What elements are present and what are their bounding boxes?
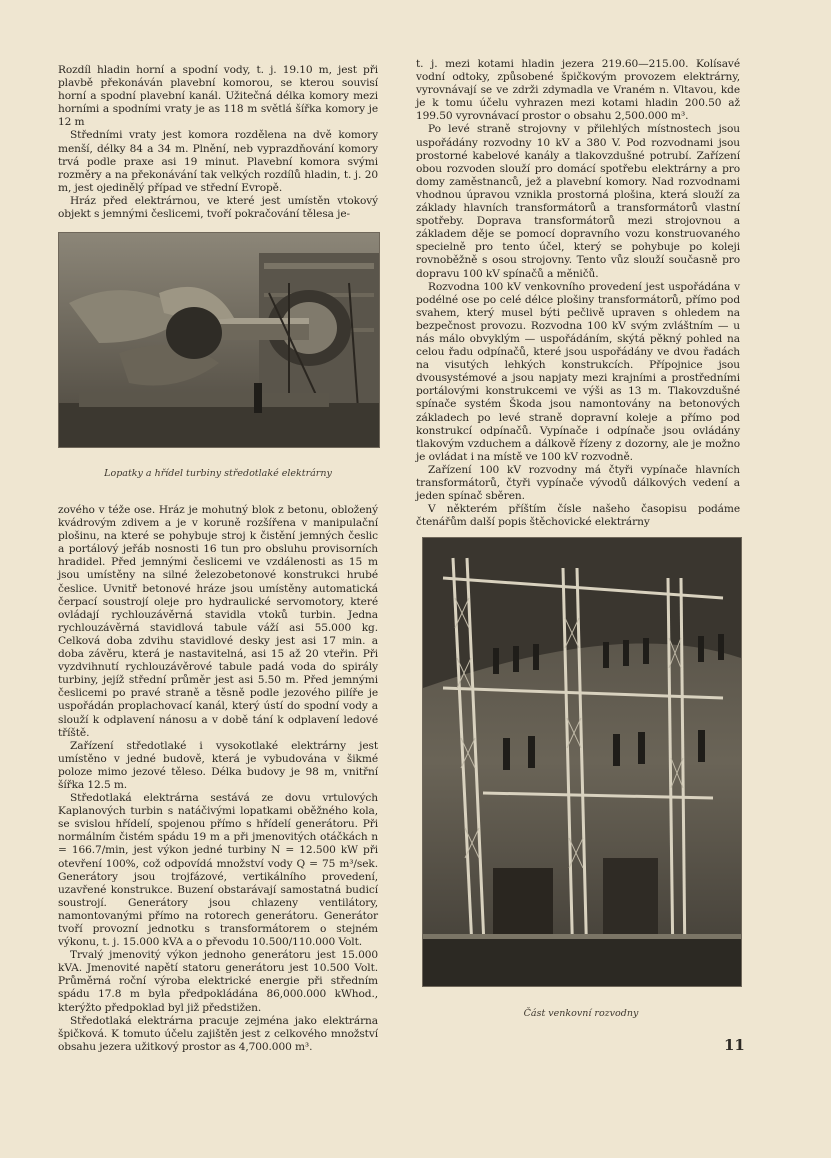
paragraph: Po levé straně strojovny v přilehlých místnostech jsou uspořádány rozvodny 10 kV a 380 V. Pod rozvodnami jsou prostorné kabelové kanály a tlakovzdušné potrubí. Zařízení obou rozvoden slouží pro domácí spotřebu elektrárny a pro domy zaměstnanců, jež a plavební komory. Nad rozvodnami vhodnou úpravou vznikla prostorná plošina, která slouží za základy hlavních transformátorů a transformátorů vlastní spotřeby. Doprava transformátorů mezi strojovnou a základem děje se pomocí dopravního vozu konstruovaného specielně pro tento účel, který se pohybuje po koleji rovnoběžně s osou strojovny. Tento vůz slouží současně pro dopravu 100 kV spínačů a měničů. xyxy=(416,123,740,280)
switchyard-image xyxy=(423,538,741,986)
paragraph: Středotlaká elektrárna sestává ze dovu vrtulových Kaplanových turbin s natáčivými lopatkami oběžného kola, se svislou hřídelí, spojenou přímo s hřídelí generátoru. Při normálním čistém spádu 19 m a při jmenovitých otáčkách n = 166.7/min, jest výkon jedné turbiny N = 12.500 kW při otevření 100%, což odpovídá množství vody Q = 75 m³/sek. Generátory jsou trojfázové, vertikálního provedení, uzavřené konstrukce. Buzení obstarávají samostatná budicí soustrojí. Generátory jsou chlazeny ventilátory, namontovanými přímo na rotorech generátoru. Generátor tvoří provozní jednotku s transformátorem o stejném výkonu, t. j. 15.000 kVA a o převodu 10.500/110.000 Volt. xyxy=(58,792,378,949)
left-column-top-text xyxy=(58,64,378,221)
left-column-bottom-text xyxy=(58,504,378,1054)
paragraph: zového v téže ose. Hráz je mohutný blok z betonu, obložený kvádrovým zdivem a je v koruně rozšířena v manipulační plošinu, na které se pohybuje stroj k čistění jemných česlic a portálový jeřáb nosnosti 16 tun pro obsluhu provisorních hradidel. Před jemnými česlicemi ve vzdálenosti as 15 m jsou umístěny na silné železobetonové konstrukci hrubé česlice. Uvnitř betonové hráze jsou umístěny automatická čerpací soustrojí oleje pro hydraulické servomotory, které ovládají rychlouzávěrná stavidla vtoků turbin. Jedna rychlouzávěrná stavidlová tabule váží asi 55.000 kg. Celková doba zdvihu stavidlové desky jest asi 17 min. a doba závěru, která je nastavitelná, asi 15 až 20 vteřin. Při vyzdvihnutí rychlouzávěrové tabule padá voda do spirály turbiny, jejíž střední průměr jest asi 5.50 m. Před jemnými česlicemi po pravé straně a těsně podle jezového pilíře je uspořádán proplachovací kanál, který ústí do spodní vody a slouží k odplavení nánosu a v době tání k odplavení ledové tříště. xyxy=(58,504,378,739)
paragraph: Rozvodna 100 kV venkovního provedení jest uspořádána v podélné ose po celé délce plošiny transformátorů, přímo pod svahem, který musel býti pečlivě upraven s ohledem na bezpečnost provozu. Rozvodna 100 kV svým zvláštním — u nás málo obvyklým — uspořádáním, skýtá pěkný pohled na celou řadu odpínačů, které jsou uspořádány ve dvou řadách na visutých lehkých konstrukcích. Přípojnice jsou dvousystémové a jsou napjaty mezi krajními a prostředními portálovými konstrukcemi ve výši as 13 m. Tlakovzdušné spínače systém Škoda jsou namontovány na betonových základech po levé straně dopravní koleje a přímo pod konstrukcí odpínačů. Vypínače i odpínače jsou ovládány tlakovým vzduchem a dálkově řízeny z dozorny, ale je možno je ovládat i na místě ve 100 kV rozvodně. xyxy=(416,280,740,463)
switchyard-photo-caption: Část venkovní rozvodny xyxy=(523,1008,639,1019)
paragraph: t. j. mezi kotami hladin jezera 219.60—215.00. Kolísavé vodní odtoky, způsobené špičkovým provozem elektrárny, vyrovnávají se ve zdrži zdymadla ve Vraném n. Vltavou, kde je k tomu účelu vyhrazen mezi kotami hladin 200.50 až 199.50 vyrovnávací prostor o obsahu 2,500.000 m³. xyxy=(416,58,740,123)
paragraph: Trvalý jmenovitý výkon jednoho generátoru jest 15.000 kVA. Jmenovité napětí statoru generátoru jest 10.500 Volt. Průměrná roční výroba elektrické energie při středním spádu 17.8 m byla předpokládána 86,000.000 kWhod., kterýžto předpoklad byl již předstižen. xyxy=(58,949,378,1014)
paragraph: Zařízení středotlaké i vysokotlaké elektrárny jest umístěno v jedné budově, která je vybudována v šikmé poloze mimo jezové těleso. Délka budovy je 98 m, vnitřní šířka 12.5 m. xyxy=(58,739,378,791)
paragraph: Středními vraty jest komora rozdělena na dvě komory menší, délky 84 a 34 m. Plnění, neb vyprazdňování komory trvá podle praxe asi 19 minut. Plavební komora svými rozměry a na překonávání tak velkých rozdílů hladin, t. j. 20 m, jest ojedinělý případ ve střední Evropě. xyxy=(58,129,378,194)
turbine-image xyxy=(59,233,379,447)
turbine-photo-caption: Lopatky a hřídel turbiny středotlaké elektrárny xyxy=(104,468,332,479)
switchyard-photo xyxy=(422,537,742,987)
paragraph: Středotlaká elektrárna pracuje zejména jako elektrárna špičková. K tomuto účelu zajištěn jest z celkového množství obsahu jezera užitkový prostor as 4,700.000 m³. xyxy=(58,1014,378,1053)
turbine-photo xyxy=(58,232,380,448)
right-column-text xyxy=(416,58,740,529)
paragraph: Hráz před elektrárnou, ve které jest umístěn vtokový objekt s jemnými česlicemi, tvoří pokračování tělesa je- xyxy=(58,194,378,221)
page-number: 11 xyxy=(724,1036,745,1054)
paragraph: V některém příštím čísle našeho časopisu podáme čtenářům další popis štěchovické elektrárny xyxy=(416,503,740,529)
paragraph: Zařízení 100 kV rozvodny má čtyři vypínače hlavních transformátorů, čtyři vypínače vývodů dálkových vedení a jeden spínač sběren. xyxy=(416,463,740,503)
paragraph: Rozdíl hladin horní a spodní vody, t. j. 19.10 m, jest při plavbě překonáván plavební komorou, se kterou souvisí horní a spodní plavební kanál. Užitečná délka komory mezi horními a spodními vraty je as 118 m světlá šířka komory je 12 m xyxy=(58,64,378,129)
